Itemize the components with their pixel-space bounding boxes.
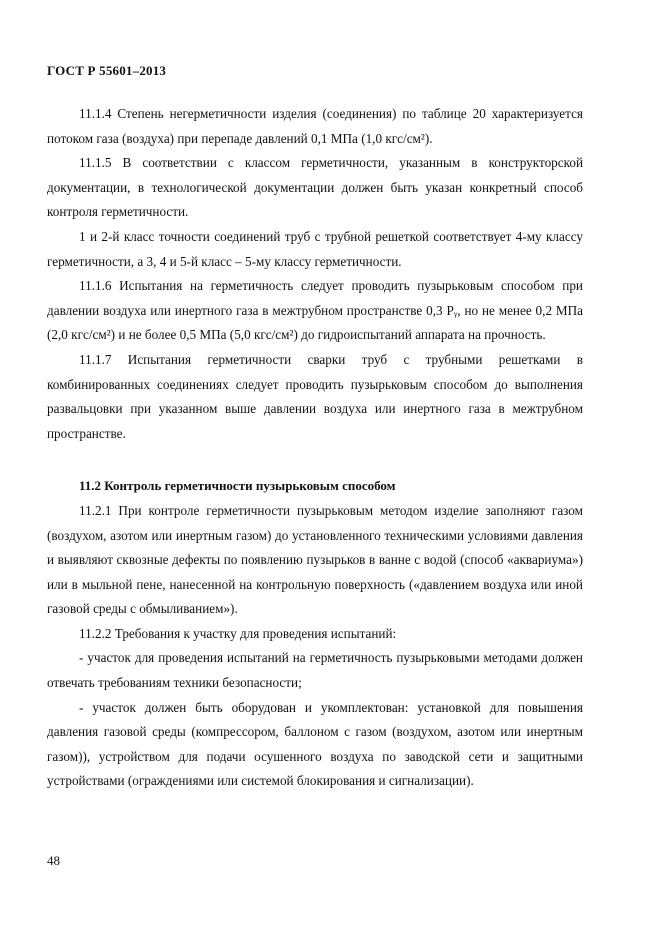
page-number: 48 xyxy=(47,853,60,868)
paragraph-11-1-4: 11.1.4 Степень негерметичности изделия (соединения) по таблице 20 характеризуется потоком газа (воздуха) при перепаде давлений 0,1 МПа (1,0 кгс/см²). xyxy=(47,106,583,146)
list-item-safety: - участок для проведения испытаний на герметичность пузырьковыми методами должен отвечать требованиям техники безопасности; xyxy=(47,650,583,691)
document-body xyxy=(47,102,583,794)
list-item-equipment: - участок должен быть оборудован и укомплектован: установкой для повышения давления газовой среды (компрессором, баллоном с газом (воздухом, азотом или инертным газом)), устройством для подачи осушенного воздуха по заводской сети и защитными устройствами (ограждениями или системой блокирования и сигнализации). xyxy=(47,699,583,789)
section-heading-11-2: 11.2 Контроль герметичности пузырьковым способом xyxy=(79,478,396,494)
paragraph-11-2-2: 11.2.2 Требования к участку для проведения испытаний: xyxy=(79,625,397,641)
paragraph-11-1-7: 11.1.7 Испытания герметичности сварки труб с трубными решетками в комбинированных соединениях следует проводить пузырьковым способом до выполнения развальцовки при указанном выше давлении воздуха или инертного газа в межтрубном пространстве. xyxy=(47,351,583,441)
paragraph-11-1-6: 11.1.6 Испытания на герметичность следует проводить пузырьковым способом при давлении воздуха или инертного газа в межтрубном пространстве 0,3 Pᵧ, но не менее 0,2 МПа (2,0 кгс/см²) и не более 0,5 МПа (5,0 кгс/см²) до гидроиспытаний аппарата на прочность. xyxy=(47,278,583,343)
paragraph-11-1-5: 11.1.5 В соответствии с классом герметичности, указанным в конструкторской документации, в технологической документации должен быть указан конкретный способ контроля герметичности. xyxy=(47,155,583,220)
document-header: ГОСТ Р 55601–2013 xyxy=(47,63,167,78)
paragraph-class-accuracy: 1 и 2-й класс точности соединений труб с трубной решеткой соответствует 4-му классу герметичности, а 3, 4 и 5-й класс – 5-му классу герметичности. xyxy=(47,228,583,269)
paragraph-11-2-1: 11.2.1 При контроле герметичности пузырьковым методом изделие заполняют газом (воздухом, азотом или инертным газом) до установленного техническими условиями давления и выявляют сквозные дефекты по появлению пузырьков в ванне с водой (способ «аквариума») или в мыльной пене, нанесенной на контрольную поверхность («давлением воздуха или иной газовой среды с обмыливанием»). xyxy=(47,502,583,617)
